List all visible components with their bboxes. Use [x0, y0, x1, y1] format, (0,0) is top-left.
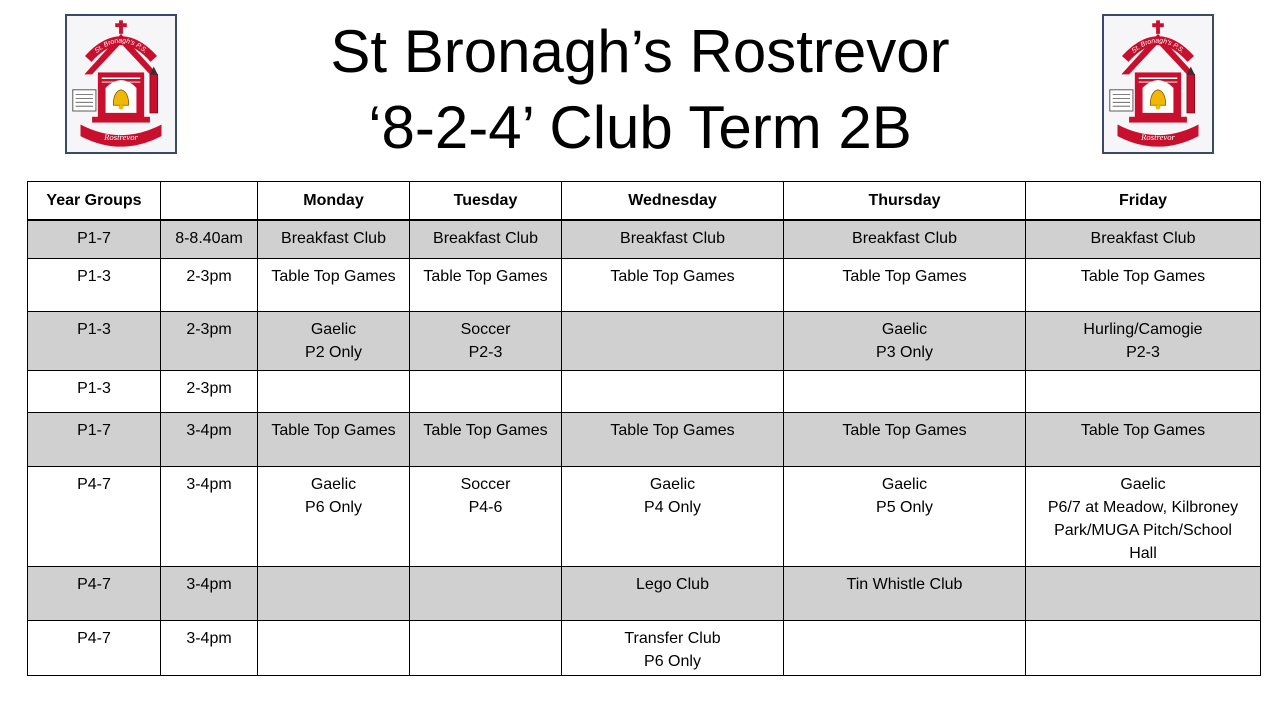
- table-row: [28, 467, 1261, 567]
- school-crest-logo-right: [1102, 14, 1214, 154]
- svg-text:Rostrevor: Rostrevor: [104, 131, 138, 142]
- header-thursday: Thursday: [784, 182, 1026, 220]
- school-crest-logo-left: [65, 14, 177, 154]
- activity-cell: Table Top Games: [258, 259, 410, 312]
- school-crest-icon: [67, 16, 175, 152]
- time-cell: 8-8.40am: [161, 220, 258, 259]
- activity-cell: [562, 312, 784, 371]
- time-cell: 3-4pm: [161, 567, 258, 621]
- activity-cell: Table Top Games: [784, 413, 1026, 467]
- activity-cell: Table Top Games: [258, 413, 410, 467]
- activity-cell: [784, 371, 1026, 413]
- activity-cell: Soccer P4-6: [410, 467, 562, 567]
- activity-cell: Gaelic P6/7 at Meadow, Kilbroney Park/MUGA Pitch/School Hall: [1026, 467, 1261, 567]
- time-cell: 2-3pm: [161, 259, 258, 312]
- activity-cell: Table Top Games: [410, 413, 562, 467]
- activity-cell: Breakfast Club: [784, 220, 1026, 259]
- svg-text:Rostrevor: Rostrevor: [1141, 131, 1175, 142]
- page-title: [220, 14, 1060, 166]
- activity-cell: [1026, 567, 1261, 621]
- activity-cell: Breakfast Club: [562, 220, 784, 259]
- activity-cell: [410, 621, 562, 676]
- year-group-cell: P4-7: [28, 621, 161, 676]
- activity-cell: Gaelic P4 Only: [562, 467, 784, 567]
- activity-cell: [1026, 371, 1261, 413]
- activity-cell: Soccer P2-3: [410, 312, 562, 371]
- activity-cell: Table Top Games: [562, 259, 784, 312]
- activity-cell: [258, 371, 410, 413]
- activity-cell: Hurling/Camogie P2-3: [1026, 312, 1261, 371]
- year-group-cell: P1-3: [28, 259, 161, 312]
- time-cell: 3-4pm: [161, 413, 258, 467]
- activity-cell: Tin Whistle Club: [784, 567, 1026, 621]
- school-crest-icon: [1104, 16, 1212, 152]
- activity-cell: Transfer Club P6 Only: [562, 621, 784, 676]
- table-row: [28, 621, 1261, 676]
- title-line-1: St Bronagh’s Rostrevor: [330, 18, 950, 85]
- time-cell: 3-4pm: [161, 621, 258, 676]
- year-group-cell: P4-7: [28, 567, 161, 621]
- year-group-cell: P1-3: [28, 371, 161, 413]
- table-row: [28, 371, 1261, 413]
- table-row: [28, 259, 1261, 312]
- activity-cell: Breakfast Club: [1026, 220, 1261, 259]
- header-friday: Friday: [1026, 182, 1261, 220]
- table-row: [28, 220, 1261, 259]
- header-wednesday: Wednesday: [562, 182, 784, 220]
- activity-cell: Gaelic P5 Only: [784, 467, 1026, 567]
- year-group-cell: P4-7: [28, 467, 161, 567]
- activity-cell: Table Top Games: [562, 413, 784, 467]
- table-row: [28, 567, 1261, 621]
- table-row: [28, 312, 1261, 371]
- activity-cell: Breakfast Club: [258, 220, 410, 259]
- activity-cell: Gaelic P6 Only: [258, 467, 410, 567]
- activity-cell: Table Top Games: [784, 259, 1026, 312]
- activity-cell: Table Top Games: [1026, 259, 1261, 312]
- table-header-row: [28, 182, 1261, 220]
- year-group-cell: P1-3: [28, 312, 161, 371]
- header-monday: Monday: [258, 182, 410, 220]
- club-schedule-table: [27, 181, 1261, 676]
- activity-cell: Lego Club: [562, 567, 784, 621]
- year-group-cell: P1-7: [28, 413, 161, 467]
- activity-cell: Table Top Games: [410, 259, 562, 312]
- activity-cell: [258, 567, 410, 621]
- activity-cell: Gaelic P3 Only: [784, 312, 1026, 371]
- year-group-cell: P1-7: [28, 220, 161, 259]
- time-cell: 3-4pm: [161, 467, 258, 567]
- title-line-2: ‘8-2-4’ Club Term 2B: [368, 94, 912, 161]
- time-cell: 2-3pm: [161, 371, 258, 413]
- activity-cell: [258, 621, 410, 676]
- activity-cell: [410, 567, 562, 621]
- header-tuesday: Tuesday: [410, 182, 562, 220]
- time-cell: 2-3pm: [161, 312, 258, 371]
- header-time: [161, 182, 258, 220]
- table-row: [28, 413, 1261, 467]
- activity-cell: [1026, 621, 1261, 676]
- activity-cell: Gaelic P2 Only: [258, 312, 410, 371]
- header-year-groups: Year Groups: [28, 182, 161, 220]
- svg-text:St. Bronagh's P.S.: St. Bronagh's P.S.: [93, 37, 149, 55]
- svg-text:St. Bronagh's P.S.: St. Bronagh's P.S.: [1130, 37, 1186, 55]
- activity-cell: Breakfast Club: [410, 220, 562, 259]
- activity-cell: [410, 371, 562, 413]
- activity-cell: [784, 621, 1026, 676]
- activity-cell: [562, 371, 784, 413]
- activity-cell: Table Top Games: [1026, 413, 1261, 467]
